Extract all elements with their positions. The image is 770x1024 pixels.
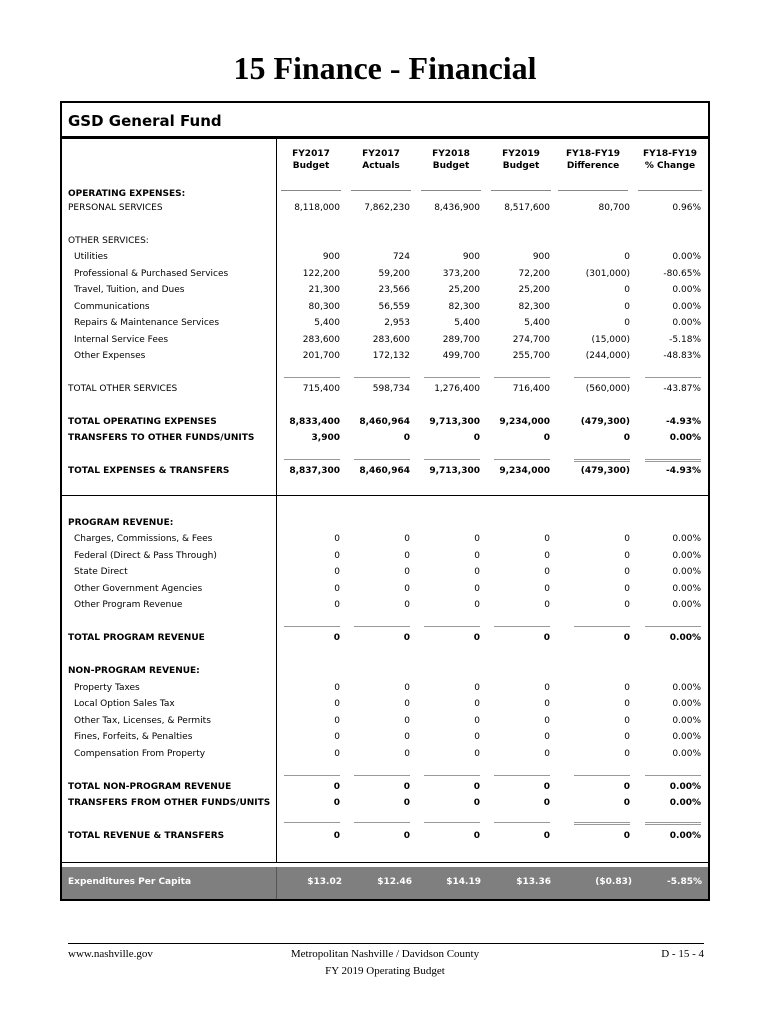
row-value: 72,200: [518, 269, 550, 279]
row-value: 0.00%: [669, 633, 701, 643]
row-label: TOTAL REVENUE & TRANSFERS: [68, 831, 225, 841]
per-capita-value: $14.19: [446, 877, 481, 887]
row-value: 0: [404, 716, 410, 726]
fund-header: [60, 101, 710, 139]
row-value: 0: [543, 633, 550, 643]
subtotal-rule: [284, 377, 340, 378]
row-value: 0: [404, 600, 410, 610]
column-header-line1: FY2017: [362, 149, 400, 159]
table-row: [0, 234, 770, 248]
row-value: 0: [543, 831, 550, 841]
row-value: 0: [333, 831, 340, 841]
column-header-line1: FY2019: [502, 149, 540, 159]
row-value: 0: [404, 699, 410, 709]
row-value: 0.00%: [672, 318, 701, 328]
row-label: State Direct: [74, 567, 128, 577]
row-value: 0: [334, 534, 340, 544]
table-row: [0, 796, 770, 810]
row-value: 0: [474, 551, 480, 561]
row-value: 0.00%: [669, 831, 701, 841]
row-value: 0: [334, 732, 340, 742]
row-value: 0: [334, 749, 340, 759]
row-value: 0: [544, 584, 550, 594]
row-value: 25,200: [448, 285, 480, 295]
row-value: 0.00%: [672, 584, 701, 594]
row-value: 0: [544, 716, 550, 726]
table-row: [0, 565, 770, 579]
row-label: TOTAL PROGRAM REVENUE: [68, 633, 205, 643]
row-value: 2,953: [384, 318, 410, 328]
row-value: 8,460,964: [359, 466, 410, 476]
row-value: 7,862,230: [364, 203, 410, 213]
row-value: 0: [404, 551, 410, 561]
row-value: 0: [403, 798, 410, 808]
subtotal-rule: [284, 822, 340, 823]
row-value: 0.00%: [672, 567, 701, 577]
row-label: TRANSFERS TO OTHER FUNDS/UNITS: [68, 433, 255, 443]
table-row: [0, 598, 770, 612]
table-row: [0, 333, 770, 347]
page-title: 15 Finance - Financial: [233, 50, 537, 86]
subtotal-rule: [574, 377, 630, 378]
row-value: 0: [403, 782, 410, 792]
row-label: Charges, Commissions, & Fees: [74, 534, 213, 544]
row-value: 499,700: [442, 351, 480, 361]
fund-title: GSD General Fund: [68, 112, 222, 130]
row-value: 0: [404, 534, 410, 544]
row-value: 122,200: [302, 269, 340, 279]
row-value: -5.18%: [669, 335, 701, 345]
row-value: 8,436,900: [434, 203, 480, 213]
row-value: 0.00%: [669, 433, 701, 443]
row-value: 0: [404, 584, 410, 594]
row-value: 8,837,300: [289, 466, 340, 476]
subtotal-rule: [284, 626, 340, 627]
row-value: 900: [462, 252, 480, 262]
row-label: OTHER SERVICES:: [68, 236, 149, 246]
row-value: 0: [544, 699, 550, 709]
column-header-line1: FY2017: [292, 149, 330, 159]
row-value: 0: [334, 567, 340, 577]
row-value: (301,000): [585, 269, 630, 279]
row-label: Repairs & Maintenance Services: [74, 318, 220, 328]
subtotal-rule: [354, 459, 410, 460]
row-value: 8,517,600: [504, 203, 550, 213]
subtotal-rule: [494, 377, 550, 378]
row-value: 80,300: [308, 302, 340, 312]
column-header-line1: FY2018: [432, 149, 470, 159]
row-value: 172,132: [372, 351, 410, 361]
row-label: Other Tax, Licenses, & Permits: [74, 716, 211, 726]
row-value: 0: [473, 831, 480, 841]
row-value: 8,118,000: [294, 203, 340, 213]
row-value: 0: [334, 699, 340, 709]
row-label: Fines, Forfeits, & Penalties: [74, 732, 193, 742]
row-label: Other Program Revenue: [74, 600, 183, 610]
subtotal-rule: [354, 626, 410, 627]
row-label: Other Government Agencies: [74, 584, 203, 594]
row-value: 598,734: [372, 384, 410, 394]
row-value: 0.00%: [672, 732, 701, 742]
row-label: TRANSFERS FROM OTHER FUNDS/UNITS: [68, 798, 271, 808]
footer-org: Metropolitan Nashville / Davidson County: [290, 948, 480, 960]
row-value: 715,400: [302, 384, 340, 394]
row-value: (479,300): [580, 466, 630, 476]
row-value: -80.65%: [663, 269, 701, 279]
row-value: 8,460,964: [359, 417, 410, 427]
row-value: 0: [474, 567, 480, 577]
row-value: 0: [404, 683, 410, 693]
row-value: 0: [544, 749, 550, 759]
row-label: Utilities: [74, 252, 108, 262]
row-value: (15,000): [591, 335, 630, 345]
row-label: Internal Service Fees: [74, 335, 169, 345]
row-value: 59,200: [378, 269, 410, 279]
table-row: [0, 349, 770, 363]
column-header-line1: FY18-FY19: [565, 149, 621, 159]
per-capita-value: $13.02: [307, 877, 342, 887]
row-label: Professional & Purchased Services: [74, 269, 229, 279]
table-row: [0, 664, 770, 678]
table-row: [0, 316, 770, 330]
row-label: NON-PROGRAM REVENUE:: [68, 666, 200, 676]
subtotal-rule: [424, 775, 480, 776]
row-value: (560,000): [585, 384, 630, 394]
row-label: Federal (Direct & Pass Through): [74, 551, 217, 561]
subtotal-rule: [424, 459, 480, 460]
per-capita-value: ($0.83): [595, 877, 632, 887]
column-header-line2: % Change: [644, 161, 696, 171]
row-value: 201,700: [302, 351, 340, 361]
subtotal-rule: [574, 626, 630, 627]
row-value: 0: [474, 584, 480, 594]
subtotal-rule: [354, 775, 410, 776]
row-label: TOTAL OPERATING EXPENSES: [68, 417, 217, 427]
row-value: 0: [544, 534, 550, 544]
row-value: 0.00%: [672, 600, 701, 610]
table-row: [0, 382, 770, 396]
double-rule: [574, 459, 630, 462]
subtotal-rule: [354, 377, 410, 378]
row-value: 0: [624, 567, 630, 577]
row-value: 0: [474, 732, 480, 742]
row-value: 9,713,300: [429, 466, 480, 476]
per-capita-value: $12.46: [377, 877, 412, 887]
row-value: 5,400: [524, 318, 550, 328]
column-header: [351, 148, 411, 191]
per-capita-value: -5.85%: [667, 877, 702, 887]
column-header-line2: Actuals: [362, 161, 400, 171]
table-row: [0, 431, 770, 445]
column-header: [281, 148, 341, 191]
column-header: [421, 148, 481, 191]
table-row: [0, 829, 770, 843]
row-value: 0: [333, 798, 340, 808]
row-value: 0: [624, 600, 630, 610]
row-value: 0: [403, 831, 410, 841]
row-value: 0: [334, 683, 340, 693]
per-capita-row: [62, 867, 708, 899]
table-row: [0, 780, 770, 794]
row-value: 0: [333, 633, 340, 643]
row-value: 0: [543, 782, 550, 792]
row-value: 0: [624, 318, 630, 328]
table-row: [0, 747, 770, 761]
row-value: 0: [624, 683, 630, 693]
subtotal-rule: [424, 822, 480, 823]
row-label: Other Expenses: [74, 351, 146, 361]
table-row: [0, 714, 770, 728]
column-header: [491, 148, 551, 191]
subtotal-rule: [284, 775, 340, 776]
table-row: [0, 730, 770, 744]
row-value: 716,400: [512, 384, 550, 394]
footer-rule: [68, 943, 704, 944]
row-value: 0: [474, 600, 480, 610]
row-value: 0: [334, 584, 340, 594]
row-value: 900: [322, 252, 340, 262]
row-value: 274,700: [512, 335, 550, 345]
subtotal-rule: [645, 775, 701, 776]
row-value: 0: [404, 749, 410, 759]
row-value: 0: [474, 683, 480, 693]
row-value: 0: [403, 633, 410, 643]
section-divider: [61, 495, 709, 496]
row-value: 900: [532, 252, 550, 262]
row-value: 0: [624, 749, 630, 759]
per-capita-value: $13.36: [516, 877, 551, 887]
row-value: 0.00%: [672, 285, 701, 295]
table-row: [0, 283, 770, 297]
table-row: [0, 201, 770, 215]
row-value: 80,700: [598, 203, 630, 213]
row-value: 56,559: [378, 302, 410, 312]
double-rule: [574, 822, 630, 825]
table-row: [0, 300, 770, 314]
row-value: 25,200: [518, 285, 550, 295]
row-value: 0: [544, 683, 550, 693]
row-label: Travel, Tuition, and Dues: [74, 285, 185, 295]
row-label: TOTAL NON-PROGRAM REVENUE: [68, 782, 232, 792]
footer-doc-title: FY 2019 Operating Budget: [325, 965, 445, 977]
row-value: 0: [544, 567, 550, 577]
section-divider: [61, 862, 709, 863]
row-value: 0: [404, 567, 410, 577]
row-value: 0.00%: [672, 749, 701, 759]
row-value: 0.00%: [672, 683, 701, 693]
row-value: 0: [474, 699, 480, 709]
row-label: TOTAL EXPENSES & TRANSFERS: [68, 466, 230, 476]
column-header: [638, 148, 702, 191]
row-value: 283,600: [302, 335, 340, 345]
row-value: 0: [334, 716, 340, 726]
row-value: 5,400: [314, 318, 340, 328]
table-row: [0, 532, 770, 546]
column-header-line1: FY18-FY19: [642, 149, 698, 159]
table-row: [0, 697, 770, 711]
row-value: 255,700: [512, 351, 550, 361]
row-label: PROGRAM REVENUE:: [68, 518, 174, 528]
row-value: 0: [473, 433, 480, 443]
footer-website: www.nashville.gov: [68, 948, 153, 960]
row-value: 0: [544, 732, 550, 742]
row-value: 0: [624, 716, 630, 726]
row-value: 0: [403, 433, 410, 443]
row-value: -48.83%: [663, 351, 701, 361]
row-value: 0.00%: [669, 782, 701, 792]
row-value: 9,234,000: [499, 466, 550, 476]
row-value: 1,276,400: [434, 384, 480, 394]
column-header-line2: Difference: [566, 161, 620, 171]
row-value: 0: [473, 798, 480, 808]
row-value: 0: [474, 749, 480, 759]
row-label: Compensation From Property: [74, 749, 206, 759]
subtotal-rule: [494, 626, 550, 627]
row-value: 0: [544, 551, 550, 561]
row-value: 9,713,300: [429, 417, 480, 427]
row-value: 0: [334, 600, 340, 610]
row-value: 0: [473, 633, 480, 643]
row-value: 0.00%: [669, 798, 701, 808]
table-row: [0, 187, 770, 201]
subtotal-rule: [494, 459, 550, 460]
row-value: -4.93%: [666, 417, 701, 427]
row-value: 283,600: [372, 335, 410, 345]
subtotal-rule: [645, 377, 701, 378]
row-value: (244,000): [585, 351, 630, 361]
table-row: [0, 415, 770, 429]
row-value: 82,300: [448, 302, 480, 312]
per-capita-label: Expenditures Per Capita: [68, 877, 192, 887]
row-label: TOTAL OTHER SERVICES: [68, 384, 178, 394]
row-value: 0: [623, 433, 630, 443]
row-value: 0: [543, 433, 550, 443]
row-value: 3,900: [311, 433, 340, 443]
row-value: 0.00%: [672, 716, 701, 726]
subtotal-rule: [494, 775, 550, 776]
subtotal-rule: [424, 626, 480, 627]
double-rule: [645, 822, 701, 825]
row-value: 373,200: [442, 269, 480, 279]
row-value: 23,566: [378, 285, 410, 295]
row-value: 0: [474, 534, 480, 544]
row-value: 0: [623, 782, 630, 792]
row-value: 0: [624, 699, 630, 709]
row-label: PERSONAL SERVICES: [68, 203, 163, 213]
row-value: 289,700: [442, 335, 480, 345]
row-value: 0: [404, 732, 410, 742]
table-row: [0, 631, 770, 645]
row-value: 8,833,400: [289, 417, 340, 427]
table-row: [0, 516, 770, 530]
row-value: 0: [624, 584, 630, 594]
column-header-line2: Budget: [432, 161, 470, 171]
row-value: 0: [624, 252, 630, 262]
row-value: 0: [333, 782, 340, 792]
row-value: 0: [624, 551, 630, 561]
row-value: 0.96%: [672, 203, 701, 213]
row-value: 0.00%: [672, 252, 701, 262]
row-value: 0: [473, 782, 480, 792]
table-row: [0, 250, 770, 264]
row-value: 0: [474, 716, 480, 726]
row-label: OPERATING EXPENSES:: [68, 189, 186, 199]
row-value: 0.00%: [672, 551, 701, 561]
subtotal-rule: [284, 459, 340, 460]
row-value: 0.00%: [672, 302, 701, 312]
row-value: 0: [624, 534, 630, 544]
column-header-line2: Budget: [292, 161, 330, 171]
row-value: -43.87%: [663, 384, 701, 394]
subtotal-rule: [645, 626, 701, 627]
row-label: Local Option Sales Tax: [74, 699, 175, 709]
row-value: 0.00%: [672, 699, 701, 709]
row-value: 0: [544, 600, 550, 610]
column-header-line2: Budget: [502, 161, 540, 171]
row-value: 0: [334, 551, 340, 561]
row-value: 9,234,000: [499, 417, 550, 427]
footer-page-number: D - 15 - 4: [661, 948, 704, 960]
table-row: [0, 582, 770, 596]
row-value: 5,400: [454, 318, 480, 328]
subtotal-rule: [354, 822, 410, 823]
row-value: 21,300: [308, 285, 340, 295]
row-label: Property Taxes: [74, 683, 140, 693]
row-value: 724: [392, 252, 410, 262]
table-row: [0, 549, 770, 563]
row-value: 0: [624, 302, 630, 312]
row-value: 0: [624, 732, 630, 742]
row-value: 82,300: [518, 302, 550, 312]
row-value: 0: [623, 831, 630, 841]
row-label: Communications: [74, 302, 150, 312]
subtotal-rule: [494, 822, 550, 823]
row-value: 0: [623, 633, 630, 643]
subtotal-rule: [424, 377, 480, 378]
table-row: [0, 267, 770, 281]
subtotal-rule: [574, 775, 630, 776]
row-value: -4.93%: [666, 466, 701, 476]
row-value: 0: [623, 798, 630, 808]
table-row: [0, 464, 770, 478]
table-row: [0, 681, 770, 695]
row-value: 0: [624, 285, 630, 295]
column-header: [558, 148, 628, 191]
row-value: 0: [543, 798, 550, 808]
row-value: (479,300): [580, 417, 630, 427]
row-value: 0.00%: [672, 534, 701, 544]
double-rule: [645, 459, 701, 462]
